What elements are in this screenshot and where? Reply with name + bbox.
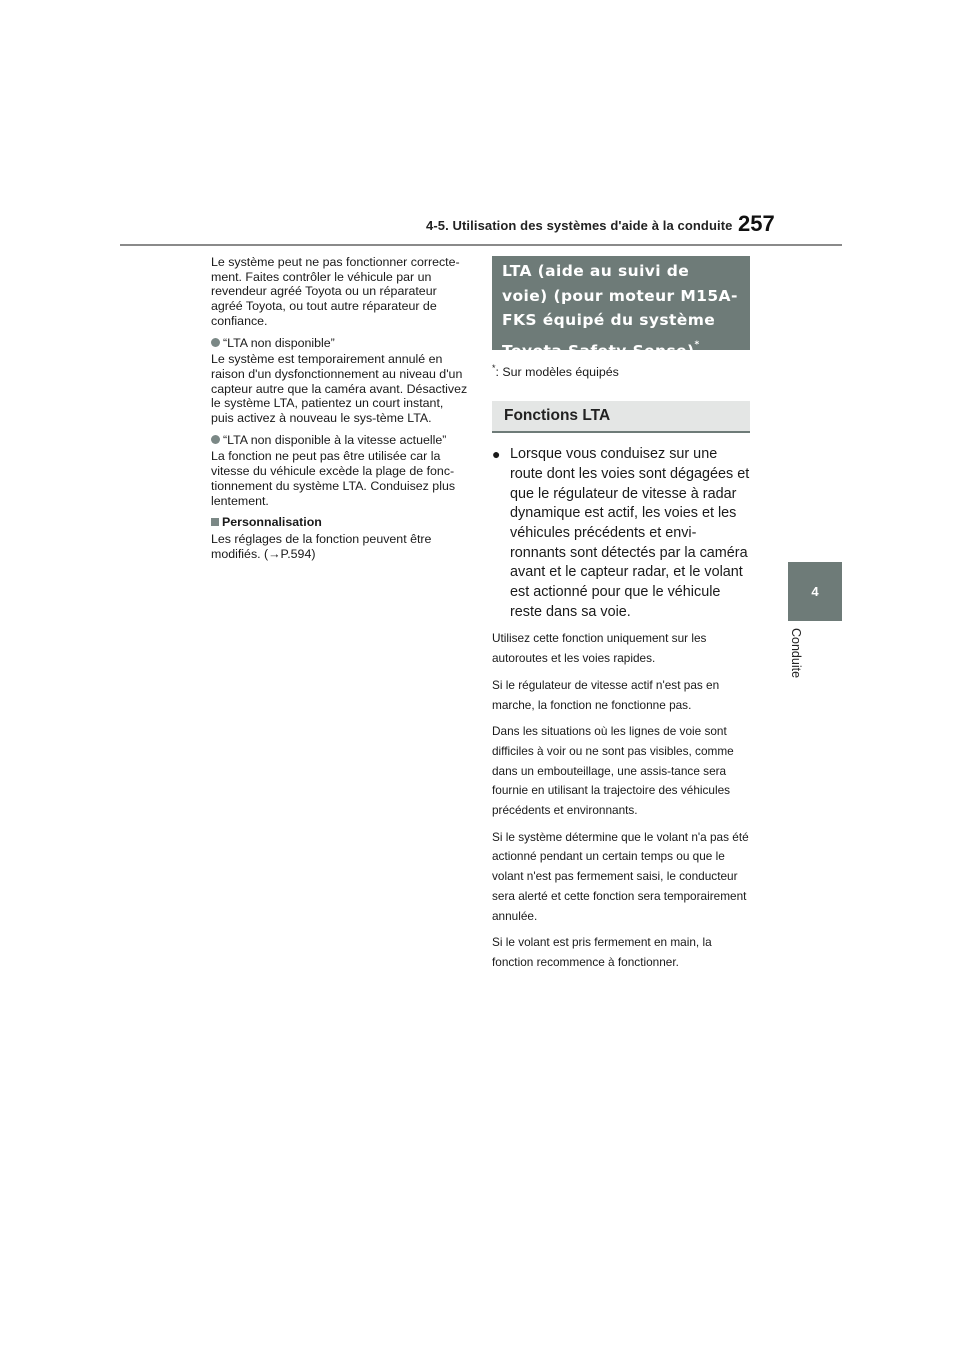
section-title: LTA (aide au suivi de voie) (pour moteur M15A-FKS équipé du système Toyota Safety Sense) <box>502 262 738 360</box>
page-number: 257 <box>738 211 775 236</box>
chapter-label-text: Conduite <box>789 628 803 679</box>
header-rule <box>120 244 842 246</box>
subheading-box <box>492 401 750 433</box>
body-paragraph: Si le régulateur de vitesse actif n'est pas en marche, la fonction ne fonctionne pas. <box>492 677 720 712</box>
footnote-marker: * <box>492 363 496 373</box>
footnote <box>492 363 750 379</box>
personalisation-heading-text: Personnalisation <box>222 515 322 530</box>
chapter-number: 4 <box>811 584 819 599</box>
body-paragraph: Si le volant est pris fermement en main, la fonction recommence à fonctionner. <box>492 935 712 969</box>
body-paragraph: Dans les situations où les lignes de voie sont difficiles à voir ou ne sont pas visibles, comme dans un embouteillage, une assis-tance sera fournie en utilisant la trajectoire des véhicules précédents et environnants. <box>492 724 734 818</box>
message-item-1-text: Le système est temporairement annulé en raison d'un dysfonctionnement au niveau d'un capteur autre que la caméra avant. Désactivez le système LTA, patientez un court instant, puis activez à nouveau le sys-tème LTA. <box>211 352 468 426</box>
chapter-label <box>782 628 810 698</box>
body-paragraph: Si le système détermine que le volant n'a pas été actionné pendant un certain temps ou que le volant n'est pas fermement saisi, le conducteur sera alerté et cette fonction sera temporairement annulée. <box>492 829 749 923</box>
message-item-1-title-text: “LTA non disponible” <box>223 335 335 350</box>
personalisation-text <box>211 532 469 561</box>
chapter-tab[interactable] <box>788 562 842 621</box>
personalisation-heading <box>211 515 469 530</box>
body-paragraph: Utilisez cette fonction uniquement sur les autoroutes et les voies rapides. <box>492 631 707 666</box>
personalisation-body: Les réglages de la fonction peuvent être modifiés. ( <box>211 531 432 561</box>
header-section-title: 4-5. Utilisation des systèmes d'aide à la conduite <box>426 218 733 233</box>
page-reference-link[interactable]: P.594) <box>280 546 316 561</box>
message-item-2-title <box>211 433 469 448</box>
footnote-text: : Sur modèles équipés <box>495 365 619 380</box>
subheading: Fonctions LTA <box>504 407 611 425</box>
message-item-2-text: La fonction ne peut pas être utilisée car la vitesse du véhicule excède la plage de fonc-tionnement du système LTA. Conduisez plus lentement. <box>211 449 456 508</box>
title-asterisk: * <box>694 339 700 350</box>
section-title-box <box>492 256 750 360</box>
left-column <box>211 255 469 568</box>
intro-paragraph: Le système peut ne pas fonctionner correcte-ment. Faites contrôler le véhicule par un revendeur agréé Toyota ou un réparateur agréé Toyota, ou tout autre réparateur de confiance. <box>211 255 460 328</box>
bullet-dot-icon: ● <box>492 446 501 463</box>
main-bullet <box>492 445 750 622</box>
message-item-2-title-text: “LTA non disponible à la vitesse actuelle” <box>223 432 447 447</box>
square-bullet-icon <box>211 518 219 526</box>
arrow-right-icon: → <box>268 546 281 561</box>
main-bullet-text: Lorsque vous conduisez sur une route dont les voies sont dégagées et que le régulateur de vitesse à radar dynamique est actif, les voies et les véhicules précédents et envi-ronnants sont détectés par la caméra avant et le capteur radar, et le volant est actionné pour que le véhicule reste dans sa voie. <box>510 446 750 620</box>
right-column <box>492 256 750 973</box>
bullet-dot-icon <box>211 338 220 347</box>
message-item-1-title <box>211 336 469 351</box>
bullet-dot-icon <box>211 435 220 444</box>
